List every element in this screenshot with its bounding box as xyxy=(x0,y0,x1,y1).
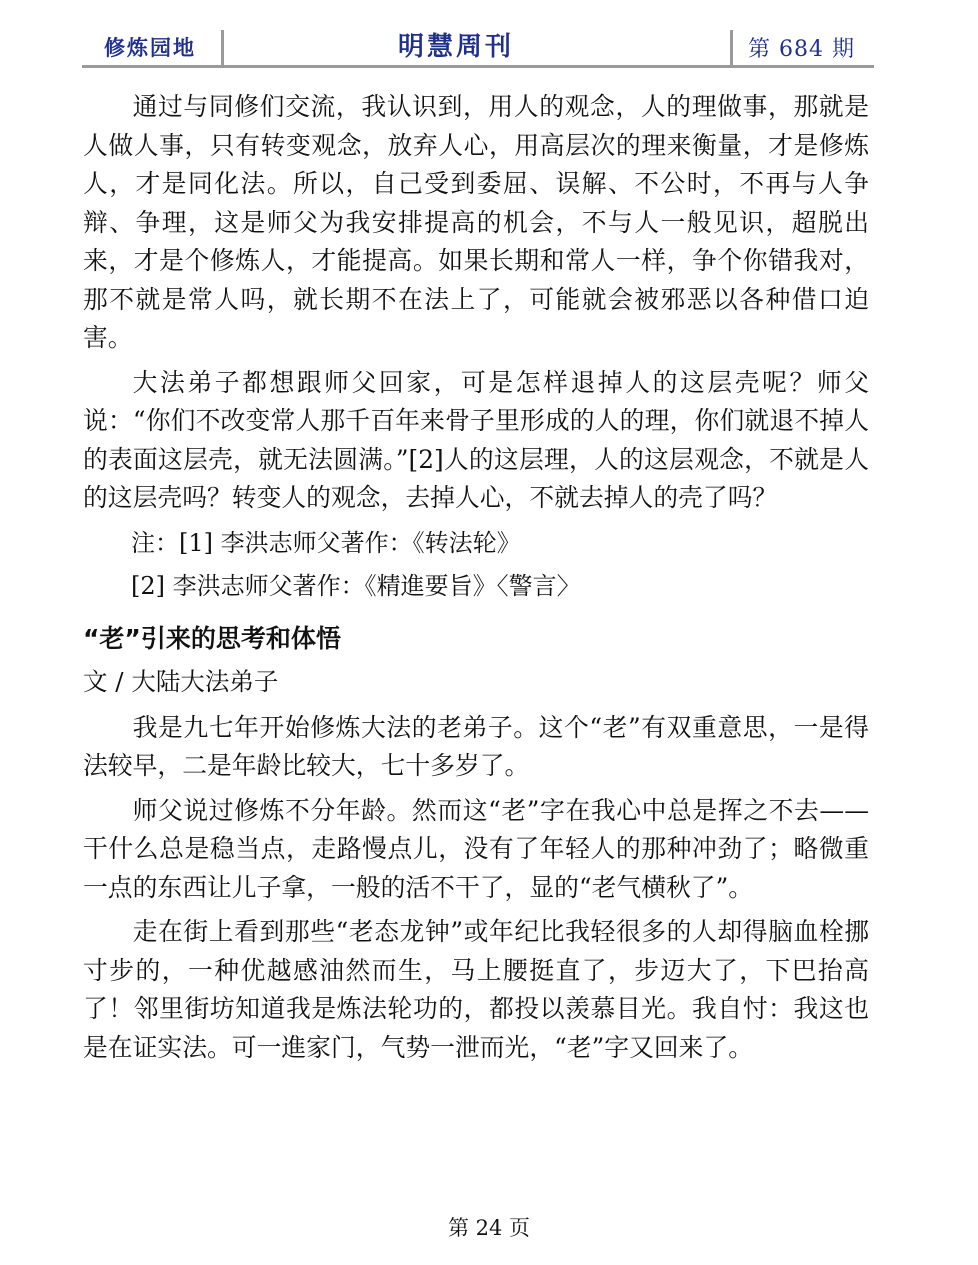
page-header xyxy=(82,20,874,68)
header-rule xyxy=(82,65,874,68)
body-paragraph: 我是九七年开始修炼大法的老弟子。这个“老”有双重意思，一是得法较早，二是年龄比较大，七十多岁了。 xyxy=(83,712,869,780)
body-paragraph: 师父说过修炼不分年龄。然而这“老”字在我心中总是挥之不去——干什么总是稳当点，走路慢点儿，没有了年轻人的那种冲劲了；略微重一点的东西让儿子拿，一般的活不干了，显的“老气横秋了”。 xyxy=(83,795,869,902)
footnote: 注：[1] 李洪志师父著作：《转法轮》 xyxy=(131,528,521,557)
body-paragraph: 大法弟子都想跟师父回家，可是怎样退掉人的这层壳呢？师父说：“你们不改变常人那千百年来骨子里形成的人的理，你们就退不掉人的表面这层壳，就无法圆满。”[2]人的这层理，人的这层观念，不就是人的这层壳吗？转变人的观念，去掉人心，不就去掉人的壳了吗？ xyxy=(83,367,869,512)
page-content xyxy=(83,88,869,1073)
article-byline: 文 / 大陆大法弟子 xyxy=(83,666,279,696)
article-title: “老”引来的思考和体悟 xyxy=(83,623,341,653)
page-number: 第 24 页 xyxy=(447,1216,531,1240)
issue-number: 第 684 期 xyxy=(748,37,855,62)
body-paragraph: 走在街上看到那些“老态龙钟”或年纪比我轻很多的人却得脑血栓挪寸步的，一种优越感油然而生，马上腰挺直了，步迈大了，下巴抬高了！邻里街坊知道我是炼法轮功的，都投以羡慕目光。我自忖：我这也是在证实法。可一進家门，气势一泄而光，“老”字又回来了。 xyxy=(83,917,869,1062)
footnote: [2] 李洪志师父著作：《精進要旨》〈警言〉 xyxy=(131,571,581,600)
header-divider-right xyxy=(730,30,733,66)
body-paragraph: 通过与同修们交流，我认识到，用人的观念，人的理做事，那就是人做人事，只有转变观念，放弃人心，用高层次的理来衡量，才是修炼人，才是同化法。所以，自己受到委屈、误解、不公时，不再与人争辩、争理，这是师父为我安排提高的机会，不与人一般见识，超脱出来，才是个修炼人，才能提高。如果长期和常人一样，争个你错我对，那不就是常人吗，就长期不在法上了，可能就会被邪恶以各种借口迫害。 xyxy=(83,92,869,352)
header-divider-left xyxy=(221,30,224,66)
publication-title: 明慧周刊 xyxy=(398,32,515,62)
header-section-label: 修炼园地 xyxy=(104,36,196,60)
